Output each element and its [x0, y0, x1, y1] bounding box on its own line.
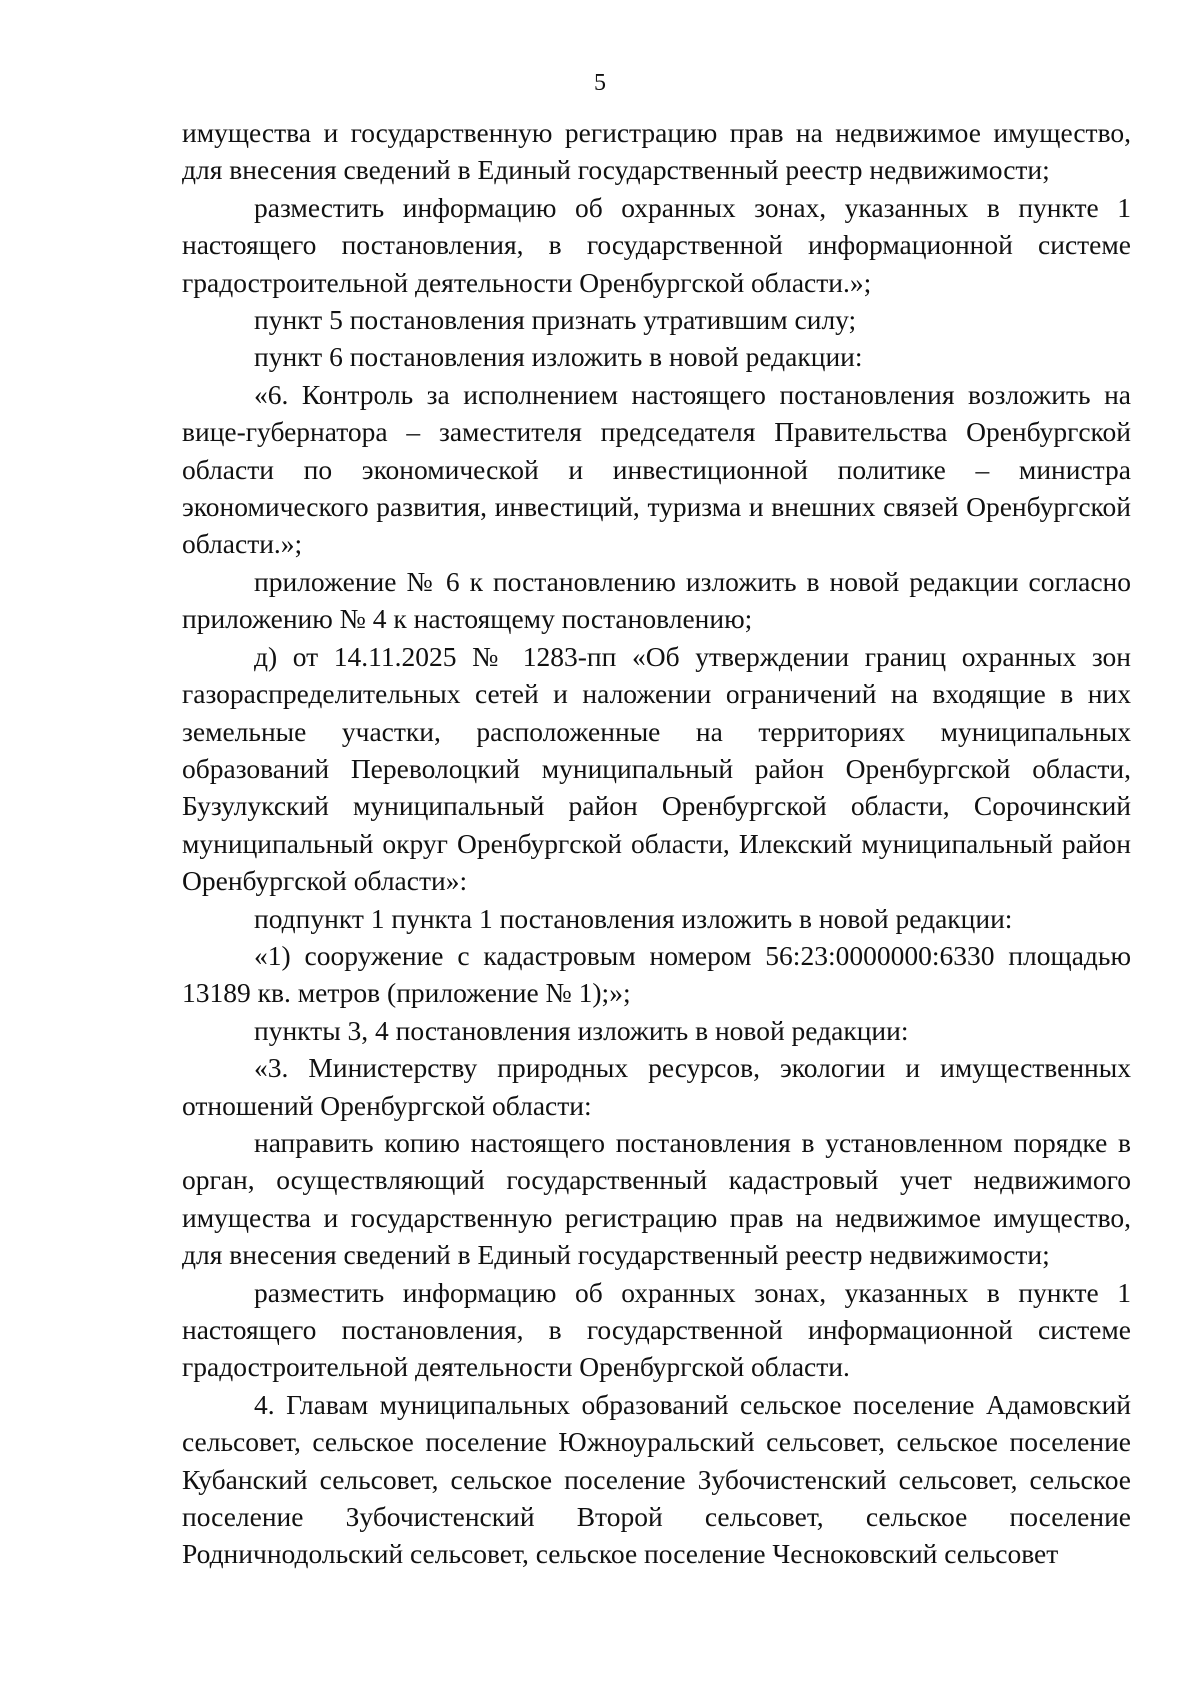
paragraph: имущества и государственную регистрацию прав на недвижимое имущество, для внесения сведений в Единый государственный реестр недвижимости;	[182, 117, 1131, 186]
paragraph: пункт 6 постановления изложить в новой редакции:	[254, 341, 863, 373]
paragraph: разместить информацию об охранных зонах, указанных в пункте 1 настоящего постановления, в государственной информационной системе градостроительной деятельности Оренбургской области.	[182, 1276, 1131, 1383]
paragraph: подпункт 1 пункта 1 постановления изложить в новой редакции:	[254, 902, 1013, 934]
paragraph: «6. Контроль за исполнением настоящего постановления возложить на вице-губернатора – заместителя председателя Правительства Оренбургской области по экономической и инвестиционной политике – министра экономического развития, инвестиций, туризма и внешних связей Оренбургской области.»;	[182, 378, 1131, 560]
paragraph: «1) сооружение с кадастровым номером 56:23:0000000:6330 площадью 13189 кв. метров (приложение № 1);»;	[182, 939, 1131, 1009]
paragraph: приложение № 6 к постановлению изложить в новой редакции согласно приложению № 4 к настоящему постановлению;	[182, 565, 1131, 635]
paragraph: 4. Главам муниципальных образований сельское поселение Адамовский сельсовет, сельское поселение Южноуральский сельсовет, сельское поселение Кубанский сельсовет, сельское поселение Зубочистенский сельсовет, сельское поселение Зубочистенский Второй сельсовет, сельское поселение Родничнодольский сельсовет, сельское поселение Чесноковский сельсовет	[182, 1388, 1131, 1570]
paragraph: разместить информацию об охранных зонах, указанных в пункте 1 настоящего постановления, в государственной информационной системе градостроительной деятельности Оренбургской области.»;	[182, 191, 1131, 298]
document-body	[182, 114, 1131, 1573]
paragraph: д) от 14.11.2025 № 1283-пп «Об утверждении границ охранных зон газораспределительных сетей и наложении ограничений на входящие в них земельные участки, расположенные на территориях муниципальных образований Переволоцкий муниципальный район Оренбургской области, Бузулукский муниципальный район Оренбургской области, Сорочинский муниципальный округ Оренбургской области, Илекский муниципальный район Оренбургской области»:	[182, 640, 1131, 897]
paragraph: «3. Министерству природных ресурсов, экологии и имущественных отношений Оренбургской области:	[182, 1052, 1131, 1121]
page-number: 5	[594, 70, 606, 96]
paragraph: пункт 5 постановления признать утратившим силу;	[254, 304, 857, 336]
paragraph: направить копию настоящего постановления в установленном порядке в орган, осуществляющий государственный кадастровый учет недвижимого имущества и государственную регистрацию прав на недвижимое имущество, для внесения сведений в Единый государственный реестр недвижимости;	[182, 1126, 1131, 1271]
paragraph: пункты 3, 4 постановления изложить в новой редакции:	[254, 1014, 909, 1046]
